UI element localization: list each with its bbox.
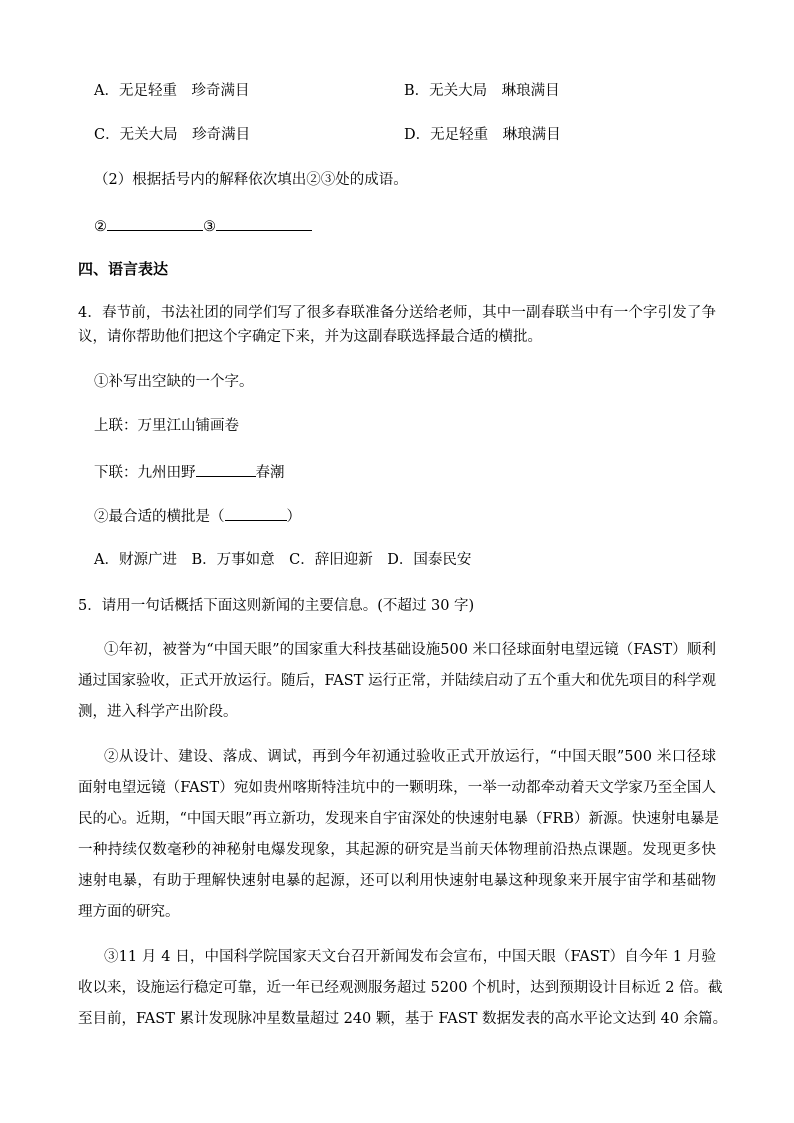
- q5-p1-line-1: ①年初，被誉为“中国天眼”的国家重大科技基础设施500 米口径球面射电望远镜（FAST）顺利: [104, 642, 716, 658]
- q5-p3-line-3: 至目前，FAST 累计发现脉冲星数量超过 240 颗，基于 FAST 数据发表的高水平论文达到 40 余篇。: [78, 1011, 728, 1027]
- option-b: B．无关大局 琳琅满目: [404, 83, 560, 99]
- q5-prompt: 5．请用一句话概括下面这则新闻的主要信息。(不超过 30 字): [78, 598, 475, 614]
- q4-line-1: 4．春节前，书法社团的同学们写了很多春联准备分送给老师，其中一副春联当中有一个字引发了争: [78, 305, 716, 321]
- couplet-lower-suffix: 春潮: [255, 465, 285, 481]
- q4-options: A．财源广进 B．万事如意 C．辞旧迎新 D．国泰民安: [94, 552, 472, 568]
- q5-p2-line-5: 速射电暴，有助于理解快速射电暴的起源，还可以利用快速射电暴这种现象来开展宇宙学和基础物: [78, 873, 716, 889]
- fill-blanks-row: [94, 215, 312, 237]
- q4-part-2-suffix: ）: [286, 509, 301, 525]
- blank-3-label: ③: [203, 219, 216, 235]
- couplet-upper: 上联：万里江山铺画卷: [94, 418, 239, 434]
- section-title: 四、语言表达: [78, 260, 169, 278]
- q4-part-2: [94, 505, 301, 527]
- q5-p1-line-3: 测，进入科学产出阶段。: [78, 704, 238, 720]
- option-a: A．无足轻重 珍奇满目: [94, 83, 250, 99]
- q5-p2-line-6: 理方面的研究。: [78, 904, 180, 920]
- q5-p2-line-1: ②从设计、建设、落成、调试，再到今年初通过验收正式开放运行，“中国天眼”500 米口径球: [104, 749, 716, 765]
- q5-p2-line-2: 面射电望远镜（FAST）宛如贵州喀斯特洼坑中的一颗明珠，一举一动都牵动着天文学家乃至全国人: [78, 780, 716, 796]
- blank-2[interactable]: [107, 215, 203, 231]
- couplet-lower: [94, 461, 285, 483]
- q4-part-2-prefix: ②最合适的横批是（: [94, 509, 225, 525]
- couplet-lower-prefix: 下联：九州田野: [94, 465, 196, 481]
- sub-question-2: （2）根据括号内的解释依次填出②③处的成语。: [94, 172, 408, 188]
- q5-p2-line-4: 一种持续仅数毫秒的神秘射电爆发现象，其起源的研究是当前天体物理前沿热点课题。发现更多快: [78, 842, 716, 858]
- q4-part-1: ①补写出空缺的一个字。: [94, 374, 254, 390]
- couplet-blank[interactable]: [196, 461, 256, 477]
- q5-p2-line-3: 民的心。近期，“中国天眼”再立新功，发现来自宇宙深处的快速射电暴（FRB）新源。快速射电暴是: [78, 811, 719, 827]
- blank-3[interactable]: [216, 215, 312, 231]
- q5-p1-line-2: 通过国家验收，正式开放运行。随后，FAST 运行正常，并陆续启动了五个重大和优先项目的科学观: [78, 673, 716, 689]
- banner-blank[interactable]: [225, 505, 287, 521]
- option-d: D．无足轻重 琳琅满目: [404, 127, 561, 143]
- q4-line-2: 议，请你帮助他们把这个字确定下来，并为这副春联选择最合适的横批。: [78, 329, 542, 345]
- option-c: C．无关大局 珍奇满目: [94, 127, 251, 143]
- blank-2-label: ②: [94, 219, 107, 235]
- q5-p3-line-2: 收以来，设施运行稳定可靠，近一年已经观测服务超过 5200 个机时，达到预期设计目标近 2 倍。截: [78, 980, 723, 996]
- q5-p3-line-1: ③11 月 4 日，中国科学院国家天文台召开新闻发布会宣布，中国天眼（FAST）自今年 1 月验: [104, 949, 716, 965]
